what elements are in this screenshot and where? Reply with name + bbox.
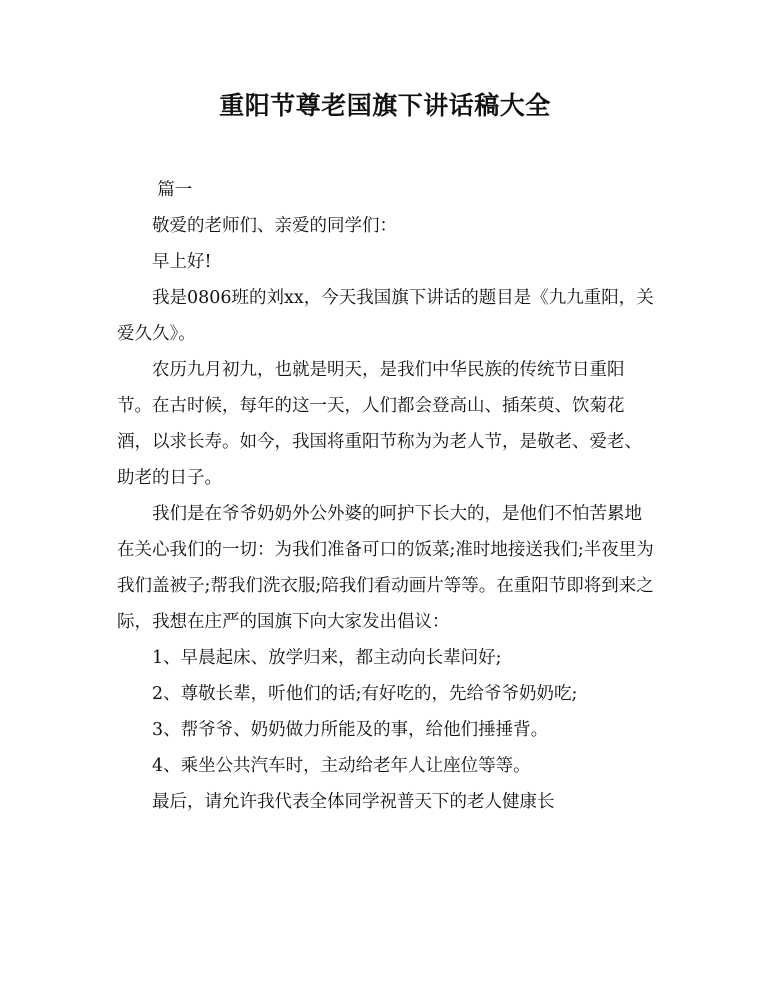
care-paragraph: 我们是在爷爷奶奶外公外婆的呵护下长大的，是他们不怕苦累地在关心我们的一切：为我们准备可口的饭菜;准时地接送我们;半夜里为我们盖被子;帮我们洗衣服;陪我们看动画片等等。在重阳节即将到来之际，我想在庄严的国旗下向大家发出倡议： xyxy=(117,504,654,632)
proposal-item-1: 1、早晨起床、放学归来，都主动向长辈问好; xyxy=(152,648,502,668)
document-title: 重阳节尊老国旗下讲话稿大全 xyxy=(219,91,551,120)
closing-paragraph: 最后，请允许我代表全体同学祝普天下的老人健康长 xyxy=(152,792,555,812)
festival-paragraph: 农历九月初九，也就是明天，是我们中华民族的传统节日重阳节。在古时候，每年的这一天，人们都会登高山、插茱萸、饮菊花酒，以求长寿。如今，我国将重阳节称为为老人节，是敬老、爱老、助老的日子。 xyxy=(117,360,642,488)
greeting-paragraph: 早上好! xyxy=(152,252,212,272)
salutation-paragraph: 敬爱的老师们、亲爱的同学们： xyxy=(152,216,397,236)
proposal-item-3: 3、帮爷爷、奶奶做力所能及的事，给他们捶捶背。 xyxy=(152,720,549,740)
proposal-item-4: 4、乘坐公共汽车时，主动给老年人让座位等等。 xyxy=(152,756,531,776)
document-body xyxy=(117,172,657,820)
section-heading: 篇一 xyxy=(157,180,193,200)
introduction-paragraph: 我是0806班的刘xx，今天我国旗下讲话的题目是《九九重阳，关爱久久》。 xyxy=(117,288,654,344)
proposal-item-2: 2、尊敬长辈，听他们的话;有好吃的，先给爷爷奶奶吃; xyxy=(152,684,578,704)
